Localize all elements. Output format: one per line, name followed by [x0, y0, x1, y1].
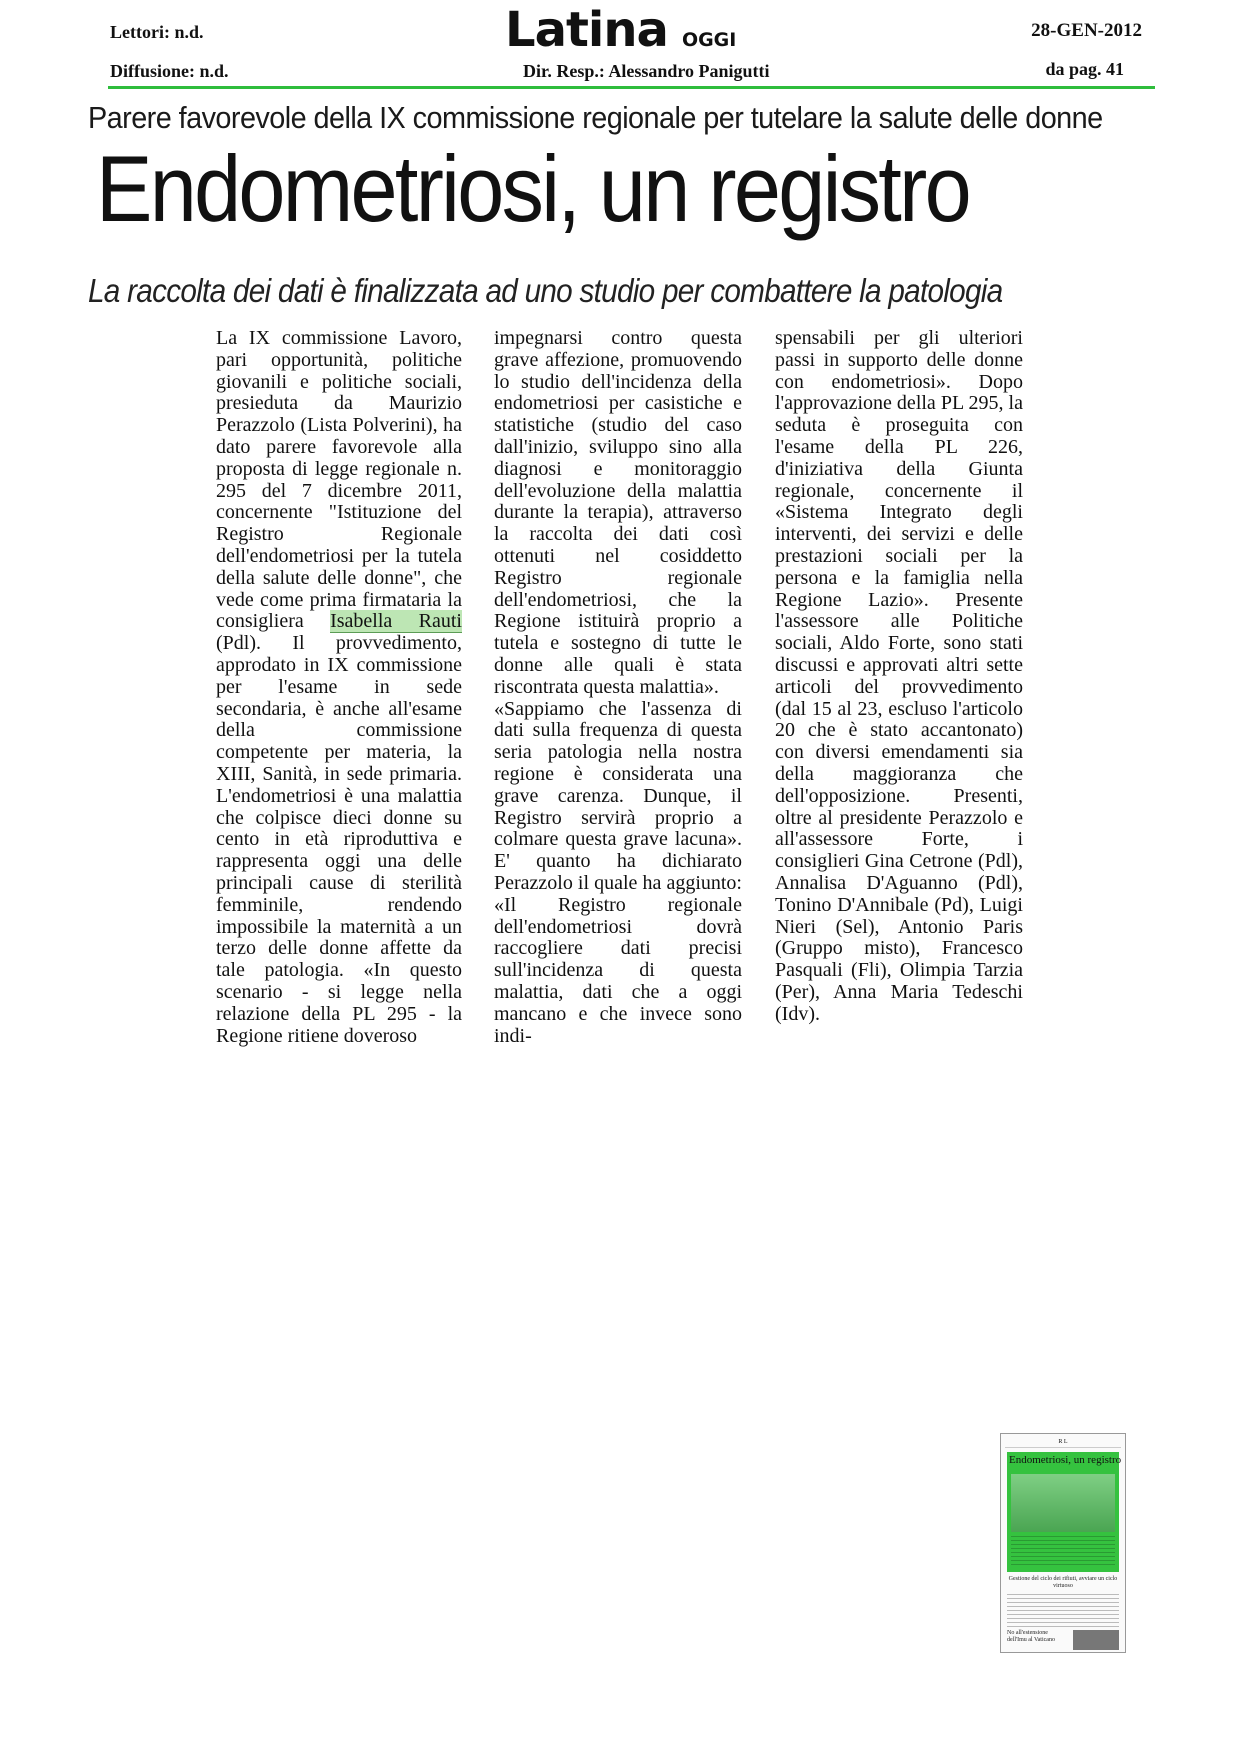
thumbnail-image	[1073, 1630, 1119, 1650]
article-headline: Endometriosi, un registro	[96, 136, 969, 241]
thumbnail-article-3-title: No all'estensione dell'Imu al Vaticano	[1007, 1630, 1055, 1643]
column-1-text-a: La IX commissione Lavoro, pari opportunità, politiche giovanili e politiche sociali, presieduta da Maurizio Perazzolo (Lista Polverini), ha dato parere favorevole alla proposta di legge regionale n. 295 del 7 dicembre 2011, concernente "Istituzione del Registro Regionale dell'endometriosi per la tutela della salute delle donne", che vede come prima firmataria la consigliera	[216, 327, 462, 633]
circulation-label: Diffusione: n.d.	[110, 61, 229, 81]
page-thumbnail	[1000, 1433, 1126, 1653]
thumbnail-article-2-text	[1007, 1594, 1119, 1628]
highlighted-name: Isabella Rauti	[330, 610, 462, 633]
readers-label: Lettori: n.d.	[110, 22, 204, 42]
publication-date: 28-GEN-2012	[1031, 20, 1142, 41]
editor-label: Dir. Resp.: Alessandro Panigutti	[523, 61, 770, 81]
thumbnail-photo	[1011, 1474, 1115, 1532]
header-divider	[108, 86, 1155, 89]
column-2-paragraph-1: impegnarsi contro questa grave affezione, promuovendo lo studio dell'incidenza della endometriosi per casistiche e statistiche (studio del caso dall'inizio, sviluppo sino alla diagnosi e monitoraggio dell'evoluzione della malattia durante la terapia), attraverso la raccolta dei dati così ottenuti nel cosiddetto Registro regionale dell'endometriosi, che la Regione istituirà proprio a tutela e sostegno di tutte le donne alle quali è stata riscontrata questa malattia».	[494, 327, 742, 698]
thumbnail-masthead: R L	[1005, 1437, 1121, 1448]
newspaper-masthead	[505, 2, 736, 58]
column-3-paragraph: spensabili per gli ulteriori passi in supporto delle donne con endometriosi». Dopo l'approvazione della PL 295, la seduta è proseguita con l'esame della PL 226, d'iniziativa della Giunta regionale, concernente il «Sistema Integrato degli interventi, dei servizi e delle prestazioni sociali per la persona e la famiglia nella Regione Lazio». Presente l'assessore alle Politiche sociali, Aldo Forte, sono stati discussi e approvati altri sette articoli del provvedimento (dal 15 al 23, escluso l'articolo 20 che è stato accantonato) con diversi emendamenti sia della maggioranza che dell'opposizione. Presenti, oltre al presidente Perazzolo e all'assessore Forte, i consiglieri Gina Cetrone (Pdl), Annalisa D'Aguanno (Pdl), Tonino D'Annibale (Pd), Luigi Nieri (Sel), Antonio Paris (Gruppo misto), Francesco Pasquali (Fli), Olimpia Tarzia (Per), Anna Maria Tedeschi (Idv).	[775, 327, 1023, 1025]
page-reference: da pag. 41	[1045, 59, 1124, 79]
thumbnail-title: Endometriosi, un registro	[1009, 1454, 1122, 1466]
column-2-paragraph-2: «Sappiamo che l'assenza di dati sulla frequenza di questa seria patologia nella nostra regione è considerata una grave carenza. Dunque, il Registro servirà proprio a colmare questa grave lacuna». E' quanto ha dichiarato Perazzolo il quale ha aggiunto: «Il Registro regionale dell'endometriosi dovrà raccogliere dati precisi sull'incidenza di questa malattia, dati che a oggi mancano e che invece sono indi-	[494, 697, 742, 1047]
column-1-paragraph	[216, 328, 462, 1047]
thumbnail-article-2-title: Gestione del ciclo dei rifiuti, avviare un ciclo virtuoso	[1008, 1576, 1118, 1589]
article-kicker: Parere favorevole della IX commissione regionale per tutelare la salute delle donne	[88, 100, 1103, 135]
column-1-text-b: (Pdl). Il provvedimento, approdato in IX commissione per l'esame in sede secondaria, è anche all'esame della commissione competente per materia, la XIII, Sanità, in sede primaria. L'endometriosi è una malattia che colpisce dieci donne su cento in età riproduttiva e rappresenta oggi una delle principali cause di sterilità femminile, rendendo impossibile la maternità a un terzo delle donne affette da tale patologia. «In questo scenario - si legge nella relazione della PL 295 - la Regione ritiene doveroso	[216, 632, 462, 1047]
thumbnail-body-text	[1011, 1536, 1115, 1568]
article-subhead: La raccolta dei dati è finalizzata ad uno studio per combattere la patologia	[88, 272, 1003, 309]
masthead-subtitle: OGGI	[681, 29, 737, 51]
masthead-title: Latina	[505, 2, 668, 58]
article-column-1	[216, 328, 462, 1047]
article-column-2	[494, 328, 742, 1047]
article-column-3	[775, 328, 1023, 1026]
